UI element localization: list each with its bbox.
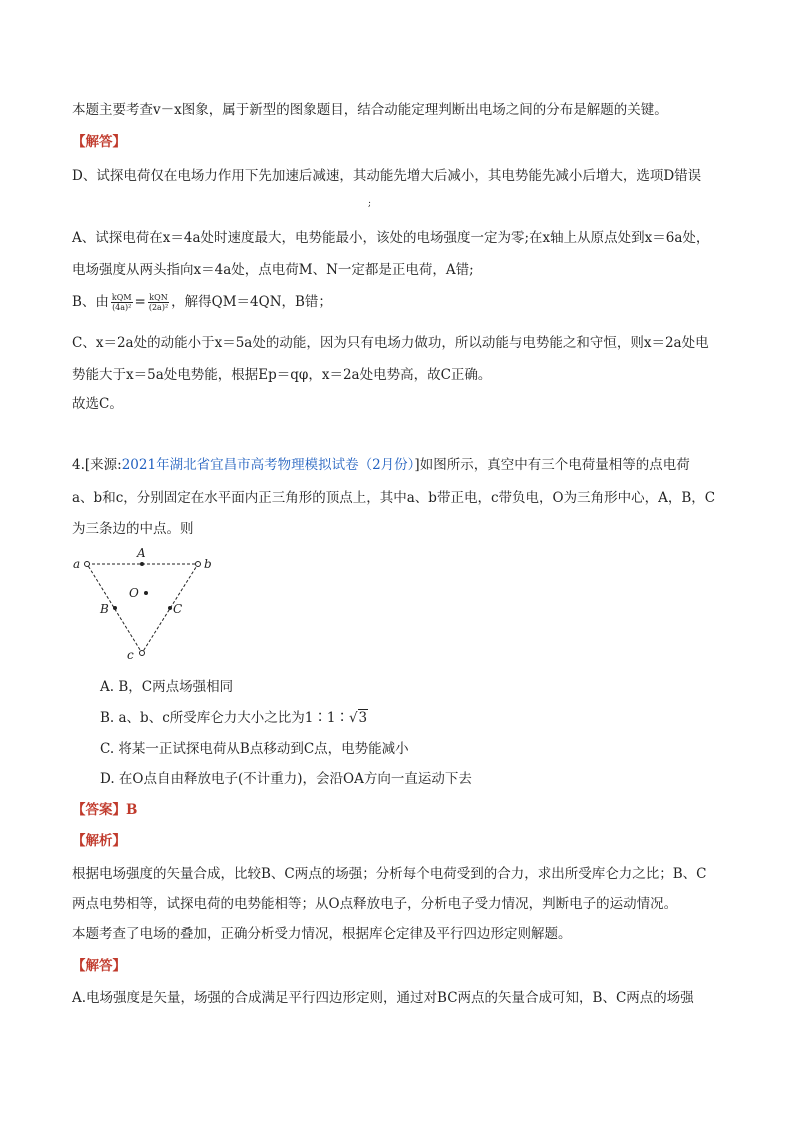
stray-mark: ;	[368, 199, 372, 209]
triangle-figure	[70, 540, 230, 665]
option-d: D. 在O点自由释放电子(不计重力)，会沿OA方向一直运动下去	[100, 771, 472, 787]
answer-heading: 【解答】	[72, 134, 126, 150]
option-c: C. 将某一正试探电荷从B点移动到C点，电势能减小	[100, 741, 409, 757]
fraction-qm	[111, 293, 133, 312]
label-c: c	[127, 648, 134, 662]
option-d-explanation: D、试探电荷仅在电场力作用下先加速后减速，其动能先增大后减小，其电势能先减小后增大，选项D错误	[72, 168, 702, 184]
conclusion: 故选C。	[72, 396, 123, 412]
analysis-line-2: 两点电势相等，试探电荷的电势能相等；从O点释放电子，分析电子受力情况，判断电子的运动情况。	[72, 896, 678, 912]
solution-line-1: A.电场强度是矢量，场强的合成满足平行四边形定则，通过对BC两点的矢量合成可知，B、C两点的场强	[72, 990, 694, 1006]
b-suffix: ，解得QM＝4QN，B错；	[171, 294, 332, 310]
option-c-explanation-1: C、x＝2a处的动能小于x＝5a处的动能，因为只有电场力做功，所以动能与电势能之和守恒，则x＝2a处电	[72, 335, 709, 351]
question-stem-1: 如图所示，真空中有三个电荷量相等的点电荷	[419, 457, 690, 473]
answer-label: 【答案】B	[72, 802, 138, 818]
analysis-line-1: 根据电场强度的矢量合成，比较B、C两点的场强；分析每个电荷受到的合力，求出所受库仑力之比；B、C	[72, 866, 707, 882]
question-stem-2: a、b和c，分别固定在水平面内正三角形的顶点上，其中a、b带正电，c带负电，O为三角形中心，A，B，C	[72, 490, 716, 506]
center-o-dot	[144, 591, 148, 595]
label-A: A	[137, 546, 146, 560]
option-a-explanation-1: A、试探电荷在x＝4a处时速度最大，电势能最小，该处的电场强度一定为零;在x轴上从原点处到x＝6a处，	[72, 230, 710, 246]
question-4-header	[72, 455, 690, 475]
charge-c-point	[140, 651, 145, 656]
label-a: a	[73, 557, 81, 571]
fraction-qn	[148, 293, 169, 312]
label-B: B	[100, 602, 109, 616]
sqrt-radicand: 3	[358, 710, 368, 726]
analysis-line-3: 本题考查了电场的叠加，正确分析受力情况，根据库仑定律及平行四边形定则解题。	[72, 926, 572, 942]
question-stem-3: 为三条边的中点。则	[72, 521, 194, 537]
label-C: C	[173, 602, 183, 616]
fraction-qm-numerator: kQM	[111, 293, 132, 302]
midpoint-c-dot	[168, 606, 172, 610]
source-close: ]	[414, 457, 420, 473]
option-b	[100, 708, 368, 728]
b-prefix: B、由	[72, 294, 109, 310]
fraction-qn-denominator: (2a)²	[148, 303, 169, 312]
label-b: b	[204, 557, 212, 571]
sqrt-three: √3	[348, 710, 368, 726]
intro-text: 本题主要考查v－x图象，属于新型的图象题目，结合动能定理判断出电场之间的分布是解题的关键。	[72, 102, 668, 118]
option-b-explanation	[72, 292, 332, 312]
option-a: A. B，C两点场强相同	[100, 679, 234, 695]
solution-heading: 【解答】	[72, 958, 126, 974]
source-link[interactable]: 2021年湖北省宜昌市高考物理模拟试卷（2月份）	[121, 457, 415, 473]
label-O: O	[129, 586, 139, 600]
option-c-explanation-2: 势能大于x＝5a处电势能，根据Ep＝qφ，x＝2a处电势高，故C正确。	[72, 367, 492, 383]
equals-sign: =	[134, 294, 146, 310]
fraction-qm-denominator: (4a)²	[112, 303, 132, 312]
question-number: 4.	[72, 457, 85, 473]
midpoint-b-dot	[113, 606, 117, 610]
midpoint-a-dot	[140, 562, 144, 566]
source-open: [来源:	[84, 457, 122, 473]
analysis-heading: 【解析】	[72, 833, 126, 849]
charge-a-point	[85, 562, 90, 567]
fraction-qn-numerator: kQN	[149, 293, 168, 302]
charge-b-point	[196, 562, 201, 567]
option-a-explanation-2: 电场强度从两头指向x＝4a处，点电荷M、N一定都是正电荷，A错;	[72, 262, 474, 278]
option-b-text: B. a、b、c所受库仑力大小之比为1∶1∶	[100, 710, 349, 726]
